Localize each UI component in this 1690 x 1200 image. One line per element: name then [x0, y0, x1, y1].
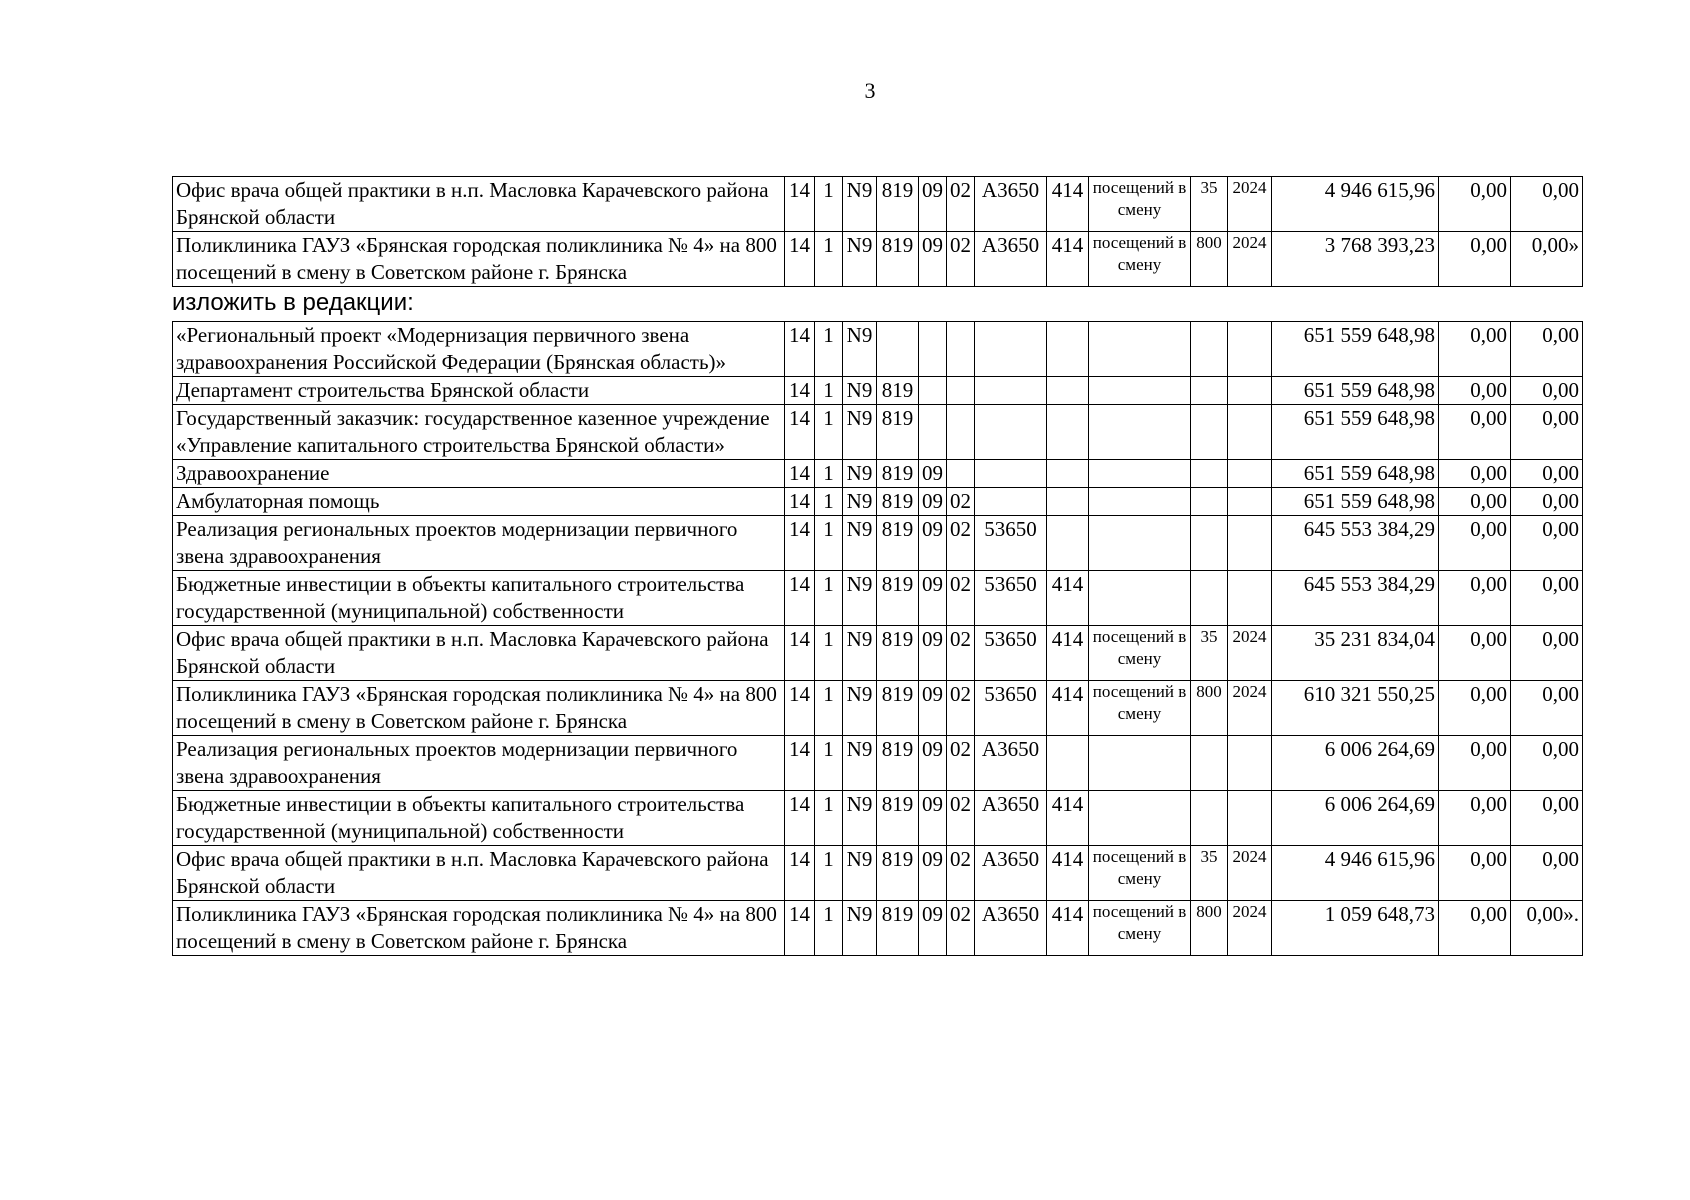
row-name: Бюджетные инвестиции в объекты капитального строительства государственной (муниципальной) собственности — [173, 571, 785, 626]
capacity-unit: посещений в смену — [1089, 232, 1191, 287]
amount-year-1: 610 321 550,25 — [1272, 681, 1439, 736]
code-project: N9 — [843, 791, 877, 846]
capacity-value — [1191, 791, 1228, 846]
completion-year — [1228, 571, 1272, 626]
code-expense-type: 414 — [1047, 791, 1089, 846]
code-subdivision: 02 — [947, 791, 975, 846]
code-project: N9 — [843, 322, 877, 377]
row-name: Офис врача общей практики в н.п. Масловка Карачевского района Брянской области — [173, 626, 785, 681]
code-division: 09 — [919, 736, 947, 791]
code-project: N9 — [843, 736, 877, 791]
code-section: 14 — [785, 488, 815, 516]
row-name: Офис врача общей практики в н.п. Масловка Карачевского района Брянской области — [173, 177, 785, 232]
table-row — [173, 681, 1583, 736]
amount-year-3: 0,00 — [1511, 488, 1583, 516]
amount-year-1: 651 559 648,98 — [1272, 460, 1439, 488]
table-row — [173, 516, 1583, 571]
capacity-unit: посещений в смену — [1089, 626, 1191, 681]
amount-year-1: 4 946 615,96 — [1272, 846, 1439, 901]
completion-year — [1228, 405, 1272, 460]
capacity-unit — [1089, 460, 1191, 488]
amount-year-2: 0,00 — [1439, 232, 1511, 287]
code-subsection: 1 — [815, 488, 843, 516]
code-subdivision: 02 — [947, 488, 975, 516]
code-subdivision: 02 — [947, 571, 975, 626]
amount-year-2: 0,00 — [1439, 901, 1511, 956]
code-project: N9 — [843, 516, 877, 571]
code-ministry: 819 — [877, 846, 919, 901]
amount-year-2: 0,00 — [1439, 516, 1511, 571]
row-name: Реализация региональных проектов модернизации первичного звена здравоохранения — [173, 516, 785, 571]
code-ministry — [877, 322, 919, 377]
amount-year-2: 0,00 — [1439, 681, 1511, 736]
amount-year-3: 0,00 — [1511, 177, 1583, 232]
capacity-unit — [1089, 516, 1191, 571]
code-section: 14 — [785, 460, 815, 488]
table-row — [173, 736, 1583, 791]
code-subsection: 1 — [815, 177, 843, 232]
code-target — [975, 488, 1047, 516]
code-section: 14 — [785, 791, 815, 846]
amount-year-2: 0,00 — [1439, 846, 1511, 901]
code-subdivision — [947, 377, 975, 405]
row-name: Офис врача общей практики в н.п. Масловка Карачевского района Брянской области — [173, 846, 785, 901]
completion-year: 2024 — [1228, 232, 1272, 287]
code-division: 09 — [919, 460, 947, 488]
code-project: N9 — [843, 681, 877, 736]
table-row — [173, 791, 1583, 846]
amount-year-3: 0,00 — [1511, 460, 1583, 488]
amount-year-1: 4 946 615,96 — [1272, 177, 1439, 232]
completion-year — [1228, 460, 1272, 488]
capacity-unit — [1089, 377, 1191, 405]
amount-year-2: 0,00 — [1439, 488, 1511, 516]
code-subsection: 1 — [815, 516, 843, 571]
capacity-value: 800 — [1191, 901, 1228, 956]
code-project: N9 — [843, 177, 877, 232]
amount-year-3: 0,00» — [1511, 232, 1583, 287]
code-division: 09 — [919, 516, 947, 571]
code-division: 09 — [919, 232, 947, 287]
code-division: 09 — [919, 846, 947, 901]
code-ministry: 819 — [877, 626, 919, 681]
capacity-value — [1191, 322, 1228, 377]
code-ministry: 819 — [877, 177, 919, 232]
code-target: А3650 — [975, 736, 1047, 791]
table-row — [173, 846, 1583, 901]
code-target: 53650 — [975, 681, 1047, 736]
capacity-value — [1191, 377, 1228, 405]
row-name: «Региональный проект «Модернизация первичного звена здравоохранения Российской Федерации (Брянская область)» — [173, 322, 785, 377]
code-division: 09 — [919, 177, 947, 232]
code-target: А3650 — [975, 846, 1047, 901]
code-expense-type: 414 — [1047, 571, 1089, 626]
capacity-unit — [1089, 322, 1191, 377]
code-subsection: 1 — [815, 377, 843, 405]
capacity-unit — [1089, 736, 1191, 791]
code-subdivision — [947, 460, 975, 488]
code-subsection: 1 — [815, 681, 843, 736]
amount-year-2: 0,00 — [1439, 791, 1511, 846]
code-project: N9 — [843, 377, 877, 405]
code-subsection: 1 — [815, 736, 843, 791]
code-subdivision: 02 — [947, 736, 975, 791]
code-section: 14 — [785, 681, 815, 736]
amount-year-3: 0,00 — [1511, 516, 1583, 571]
code-expense-type: 414 — [1047, 177, 1089, 232]
table-row — [173, 405, 1583, 460]
amount-year-3: 0,00 — [1511, 571, 1583, 626]
code-project: N9 — [843, 405, 877, 460]
code-subdivision: 02 — [947, 516, 975, 571]
table-row — [173, 322, 1583, 377]
code-division: 09 — [919, 626, 947, 681]
code-expense-type — [1047, 405, 1089, 460]
amount-year-2: 0,00 — [1439, 460, 1511, 488]
row-name: Департамент строительства Брянской области — [173, 377, 785, 405]
code-project: N9 — [843, 571, 877, 626]
code-ministry: 819 — [877, 791, 919, 846]
capacity-unit: посещений в смену — [1089, 901, 1191, 956]
amount-year-3: 0,00 — [1511, 681, 1583, 736]
code-subdivision: 02 — [947, 626, 975, 681]
table-top — [172, 176, 1583, 287]
capacity-value — [1191, 405, 1228, 460]
code-subdivision — [947, 322, 975, 377]
capacity-unit: посещений в смену — [1089, 177, 1191, 232]
code-project: N9 — [843, 232, 877, 287]
code-section: 14 — [785, 232, 815, 287]
code-division — [919, 377, 947, 405]
row-name: Поликлиника ГАУЗ «Брянская городская поликлиника № 4» на 800 посещений в смену в Советском районе г. Брянска — [173, 232, 785, 287]
code-division: 09 — [919, 488, 947, 516]
amount-year-1: 6 006 264,69 — [1272, 736, 1439, 791]
code-target: А3650 — [975, 177, 1047, 232]
code-project: N9 — [843, 460, 877, 488]
code-subdivision: 02 — [947, 681, 975, 736]
table-row — [173, 626, 1583, 681]
completion-year — [1228, 322, 1272, 377]
amount-year-2: 0,00 — [1439, 377, 1511, 405]
code-division — [919, 322, 947, 377]
code-subsection: 1 — [815, 232, 843, 287]
code-ministry: 819 — [877, 571, 919, 626]
code-expense-type — [1047, 736, 1089, 791]
code-subsection: 1 — [815, 405, 843, 460]
row-name: Бюджетные инвестиции в объекты капитального строительства государственной (муниципальной) собственности — [173, 791, 785, 846]
code-expense-type: 414 — [1047, 846, 1089, 901]
table-row — [173, 460, 1583, 488]
code-subsection: 1 — [815, 626, 843, 681]
code-project: N9 — [843, 626, 877, 681]
code-project: N9 — [843, 846, 877, 901]
code-division: 09 — [919, 681, 947, 736]
code-ministry: 819 — [877, 736, 919, 791]
code-section: 14 — [785, 736, 815, 791]
code-subsection: 1 — [815, 901, 843, 956]
code-expense-type — [1047, 488, 1089, 516]
amount-year-1: 651 559 648,98 — [1272, 405, 1439, 460]
amount-year-2: 0,00 — [1439, 571, 1511, 626]
code-section: 14 — [785, 516, 815, 571]
row-name: Поликлиника ГАУЗ «Брянская городская поликлиника № 4» на 800 посещений в смену в Советском районе г. Брянска — [173, 681, 785, 736]
capacity-value — [1191, 571, 1228, 626]
code-target: А3650 — [975, 232, 1047, 287]
code-expense-type — [1047, 377, 1089, 405]
code-section: 14 — [785, 626, 815, 681]
code-target: А3650 — [975, 901, 1047, 956]
code-target: 53650 — [975, 516, 1047, 571]
code-target: А3650 — [975, 791, 1047, 846]
capacity-value: 800 — [1191, 232, 1228, 287]
capacity-unit — [1089, 571, 1191, 626]
code-subdivision: 02 — [947, 846, 975, 901]
capacity-value: 35 — [1191, 846, 1228, 901]
table-row — [173, 177, 1583, 232]
code-division — [919, 405, 947, 460]
row-name: Реализация региональных проектов модернизации первичного звена здравоохранения — [173, 736, 785, 791]
amount-year-3: 0,00 — [1511, 626, 1583, 681]
code-division: 09 — [919, 901, 947, 956]
capacity-value: 800 — [1191, 681, 1228, 736]
code-expense-type — [1047, 322, 1089, 377]
completion-year: 2024 — [1228, 681, 1272, 736]
code-ministry: 819 — [877, 516, 919, 571]
amount-year-1: 6 006 264,69 — [1272, 791, 1439, 846]
page-number: 3 — [864, 78, 876, 103]
completion-year — [1228, 377, 1272, 405]
amount-year-3: 0,00 — [1511, 846, 1583, 901]
code-target — [975, 460, 1047, 488]
completion-year — [1228, 488, 1272, 516]
amount-year-1: 1 059 648,73 — [1272, 901, 1439, 956]
code-section: 14 — [785, 322, 815, 377]
amount-year-1: 35 231 834,04 — [1272, 626, 1439, 681]
capacity-value — [1191, 460, 1228, 488]
capacity-unit — [1089, 488, 1191, 516]
code-expense-type — [1047, 460, 1089, 488]
row-name: Государственный заказчик: государственное казенное учреждение «Управление капитального строительства Брянской области» — [173, 405, 785, 460]
amount-year-2: 0,00 — [1439, 322, 1511, 377]
completion-year: 2024 — [1228, 846, 1272, 901]
code-subdivision: 02 — [947, 232, 975, 287]
code-expense-type: 414 — [1047, 232, 1089, 287]
amount-year-2: 0,00 — [1439, 626, 1511, 681]
capacity-unit — [1089, 791, 1191, 846]
completion-year — [1228, 791, 1272, 846]
amount-year-3: 0,00 — [1511, 405, 1583, 460]
code-ministry: 819 — [877, 405, 919, 460]
completion-year: 2024 — [1228, 177, 1272, 232]
code-section: 14 — [785, 571, 815, 626]
capacity-unit — [1089, 405, 1191, 460]
code-ministry: 819 — [877, 488, 919, 516]
amount-year-1: 645 553 384,29 — [1272, 516, 1439, 571]
capacity-value: 35 — [1191, 177, 1228, 232]
code-subsection: 1 — [815, 791, 843, 846]
row-name: Поликлиника ГАУЗ «Брянская городская поликлиника № 4» на 800 посещений в смену в Советском районе г. Брянска — [173, 901, 785, 956]
capacity-unit: посещений в смену — [1089, 846, 1191, 901]
completion-year — [1228, 736, 1272, 791]
code-ministry: 819 — [877, 377, 919, 405]
code-expense-type: 414 — [1047, 681, 1089, 736]
amount-year-2: 0,00 — [1439, 736, 1511, 791]
amount-year-3: 0,00 — [1511, 377, 1583, 405]
code-expense-type: 414 — [1047, 626, 1089, 681]
code-expense-type: 414 — [1047, 901, 1089, 956]
code-expense-type — [1047, 516, 1089, 571]
code-target: 53650 — [975, 626, 1047, 681]
amount-year-1: 645 553 384,29 — [1272, 571, 1439, 626]
code-project: N9 — [843, 901, 877, 956]
amount-year-1: 3 768 393,23 — [1272, 232, 1439, 287]
table-row — [173, 232, 1583, 287]
code-ministry: 819 — [877, 681, 919, 736]
amount-year-3: 0,00 — [1511, 322, 1583, 377]
code-section: 14 — [785, 177, 815, 232]
capacity-value — [1191, 736, 1228, 791]
capacity-unit: посещений в смену — [1089, 681, 1191, 736]
table-row — [173, 377, 1583, 405]
completion-year: 2024 — [1228, 626, 1272, 681]
completion-year — [1228, 516, 1272, 571]
code-target — [975, 322, 1047, 377]
table-bottom — [172, 321, 1583, 956]
amount-year-1: 651 559 648,98 — [1272, 377, 1439, 405]
code-subsection: 1 — [815, 571, 843, 626]
amount-year-3: 0,00 — [1511, 736, 1583, 791]
code-subsection: 1 — [815, 322, 843, 377]
code-subdivision: 02 — [947, 901, 975, 956]
code-section: 14 — [785, 377, 815, 405]
code-target — [975, 377, 1047, 405]
code-section: 14 — [785, 405, 815, 460]
table-row — [173, 571, 1583, 626]
code-ministry: 819 — [877, 232, 919, 287]
table-row — [173, 901, 1583, 956]
completion-year: 2024 — [1228, 901, 1272, 956]
code-subsection: 1 — [815, 846, 843, 901]
code-project: N9 — [843, 488, 877, 516]
code-ministry: 819 — [877, 901, 919, 956]
code-subdivision — [947, 405, 975, 460]
code-section: 14 — [785, 901, 815, 956]
code-target — [975, 405, 1047, 460]
code-ministry: 819 — [877, 460, 919, 488]
amount-year-2: 0,00 — [1439, 177, 1511, 232]
amount-year-3: 0,00 — [1511, 791, 1583, 846]
code-section: 14 — [785, 846, 815, 901]
amount-year-3: 0,00». — [1511, 901, 1583, 956]
code-subdivision: 02 — [947, 177, 975, 232]
amount-year-1: 651 559 648,98 — [1272, 322, 1439, 377]
capacity-value — [1191, 488, 1228, 516]
code-division: 09 — [919, 791, 947, 846]
capacity-value: 35 — [1191, 626, 1228, 681]
code-target: 53650 — [975, 571, 1047, 626]
amount-year-1: 651 559 648,98 — [1272, 488, 1439, 516]
code-division: 09 — [919, 571, 947, 626]
code-subsection: 1 — [815, 460, 843, 488]
row-name: Здравоохранение — [173, 460, 785, 488]
amount-year-2: 0,00 — [1439, 405, 1511, 460]
table-row — [173, 488, 1583, 516]
row-name: Амбулаторная помощь — [173, 488, 785, 516]
capacity-value — [1191, 516, 1228, 571]
amendment-caption: изложить в редакции: — [172, 289, 414, 316]
